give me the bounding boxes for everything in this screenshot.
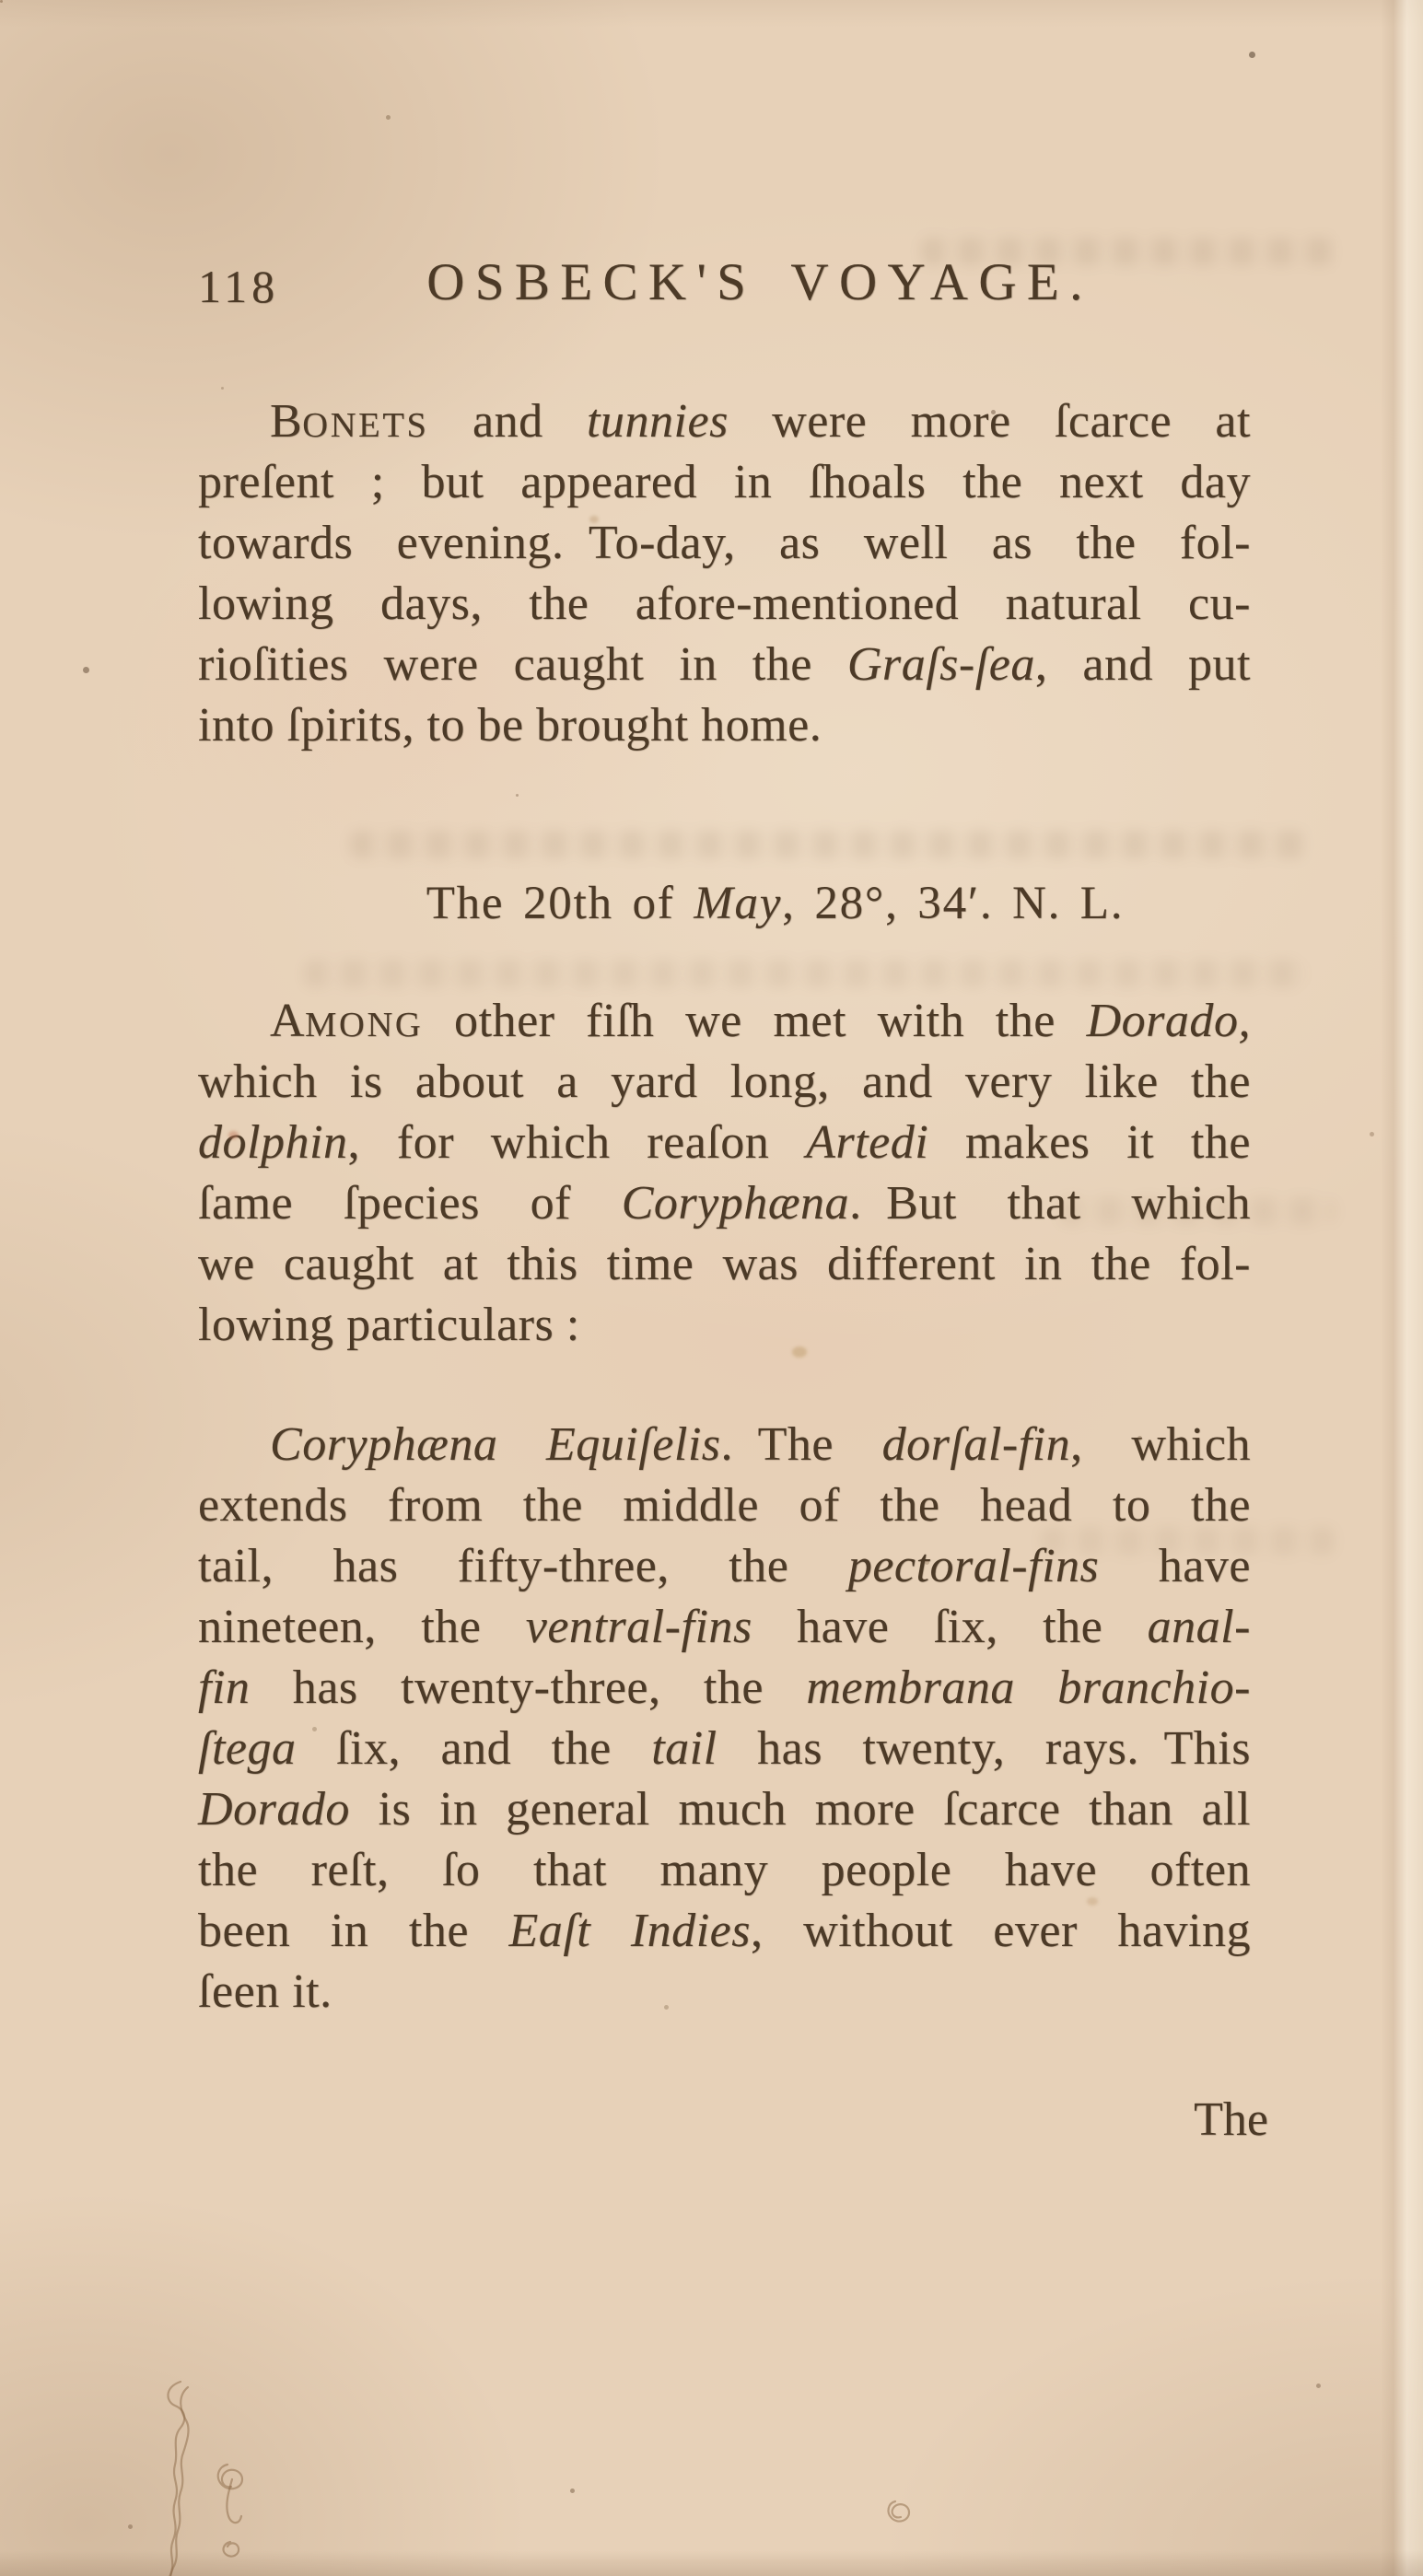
- text-line: [198, 991, 1251, 1052]
- italic-text: Coryphæna: [621, 1177, 850, 1230]
- paper-stain: [589, 516, 599, 523]
- text-line: [198, 513, 1251, 574]
- roman-text: is in general much more ſcarce than all: [349, 1783, 1251, 1836]
- roman-text: preſent ; but appeared in ſhoals the next day: [198, 456, 1251, 508]
- text-line: [198, 1415, 1251, 1475]
- italic-text: pectoral-fins: [847, 1540, 1100, 1592]
- roman-text: extends from the middle of the head to the: [198, 1479, 1251, 1532]
- italic-text: dolphin: [198, 1116, 348, 1169]
- italic-text: anal-: [1147, 1601, 1251, 1653]
- italic-text: ſtega: [198, 1722, 297, 1775]
- roman-text: , which: [1070, 1418, 1251, 1471]
- italic-text: dorſal-fin: [881, 1418, 1071, 1471]
- roman-text: were more ſcarce at: [728, 395, 1251, 448]
- show-through-text-smudge: [350, 831, 1308, 858]
- roman-text: tail, has fifty-three, the: [198, 1540, 848, 1592]
- text-line: [198, 574, 1251, 635]
- italic-text: Artedi: [806, 1116, 929, 1169]
- text-line: [198, 695, 1251, 756]
- text-line: [198, 1779, 1251, 1840]
- italic-text: ventral-fins: [525, 1601, 752, 1653]
- roman-text: B: [270, 395, 303, 448]
- roman-text: has twenty, rays. This: [717, 1722, 1251, 1775]
- roman-text: A: [270, 995, 306, 1047]
- roman-text: , 28°, 34′. N. L.: [782, 878, 1125, 929]
- roman-text: makes it the: [928, 1116, 1251, 1169]
- text-line: [198, 391, 1251, 452]
- text-line: [198, 1719, 1251, 1779]
- page-bottom-edge-shadow: [0, 2550, 1423, 2576]
- roman-text: . The: [720, 1418, 882, 1471]
- paper-stain: [228, 1131, 239, 1139]
- roman-text: ſame ſpecies of: [198, 1177, 622, 1230]
- text-line: [198, 1536, 1251, 1597]
- roman-text: we caught at this time was different in the fol-: [198, 1238, 1251, 1290]
- roman-text: which is about a yard long, and very like the: [198, 1055, 1251, 1108]
- italic-text: fin: [198, 1661, 251, 1714]
- paragraph-dorado: [198, 991, 1251, 1356]
- page-right-edge: [1381, 0, 1423, 2576]
- text-line: [198, 1840, 1251, 1901]
- italic-text: Coryphæna Equiſelis: [270, 1418, 721, 1471]
- italic-text: Dorado: [198, 1783, 350, 1836]
- roman-text: the reſt, ſo that many people have often: [198, 1844, 1251, 1896]
- paper-stain: [792, 1346, 807, 1358]
- text-line: [198, 1234, 1251, 1295]
- roman-text: . But that which: [849, 1177, 1252, 1230]
- text-line: [198, 1113, 1251, 1173]
- paragraph-coryphaena-equiselis: [198, 1415, 1251, 2022]
- paper-stain: [1087, 1897, 1098, 1906]
- running-title: OSBECK'S VOYAGE.: [426, 253, 1093, 311]
- text-line: [198, 1173, 1251, 1234]
- roman-text: have ſix, the: [752, 1601, 1148, 1653]
- roman-text: rioſities were caught in the: [198, 638, 847, 691]
- catchword: The: [1194, 2093, 1268, 2146]
- text-line: [198, 1295, 1251, 1356]
- roman-text: has twenty-three, the: [250, 1661, 807, 1714]
- italic-text: Graſs-ſea: [846, 638, 1035, 691]
- small-caps-text: ONETS: [302, 406, 429, 445]
- roman-text: nineteen, the: [198, 1601, 526, 1653]
- text-line: [198, 1901, 1251, 1962]
- text-line: [198, 1052, 1251, 1113]
- roman-text: lowing particulars :: [198, 1299, 580, 1351]
- roman-text: , without ever having: [751, 1905, 1251, 1957]
- show-through-text-smudge: [304, 960, 1308, 987]
- roman-text: ſeen it.: [198, 1965, 332, 2018]
- text-line: [198, 1597, 1251, 1658]
- roman-text: into ſpirits, to be brought home.: [198, 699, 822, 752]
- text-line: [198, 1658, 1251, 1719]
- roman-text: been in the: [198, 1905, 509, 1957]
- text-line: [249, 873, 1301, 934]
- text-line: [198, 452, 1251, 513]
- paragraph-bonets-tunnies: [198, 391, 1251, 756]
- roman-text: The 20th of: [426, 878, 694, 929]
- date-heading: [198, 873, 1301, 934]
- text-line: [198, 1962, 1251, 2022]
- roman-text: have: [1099, 1540, 1252, 1592]
- text-line: [198, 1475, 1251, 1536]
- running-header: [198, 252, 1251, 319]
- italic-text: Dorado,: [1086, 995, 1251, 1047]
- italic-text: tail: [651, 1722, 717, 1775]
- italic-text: tunnies: [586, 395, 729, 448]
- roman-text: lowing days, the afore-mentioned natural cu-: [198, 577, 1251, 630]
- paper-specks: [0, 0, 3, 3]
- roman-text: and: [428, 395, 587, 448]
- italic-text: Eaſt Indies: [508, 1905, 752, 1957]
- page-number: 118: [198, 261, 280, 312]
- small-caps-text: MONG: [305, 1006, 424, 1044]
- roman-text: , for which reaſon: [347, 1116, 807, 1169]
- roman-text: towards evening. To-day, as well as the fol-: [198, 517, 1251, 569]
- text-line: [198, 635, 1251, 695]
- italic-text: May: [694, 878, 783, 929]
- roman-text: ſix, and the: [296, 1722, 652, 1775]
- roman-text: other fiſh we met with the: [423, 995, 1087, 1047]
- roman-text: , and put: [1034, 638, 1251, 691]
- italic-text: membrana branchio-: [806, 1661, 1251, 1714]
